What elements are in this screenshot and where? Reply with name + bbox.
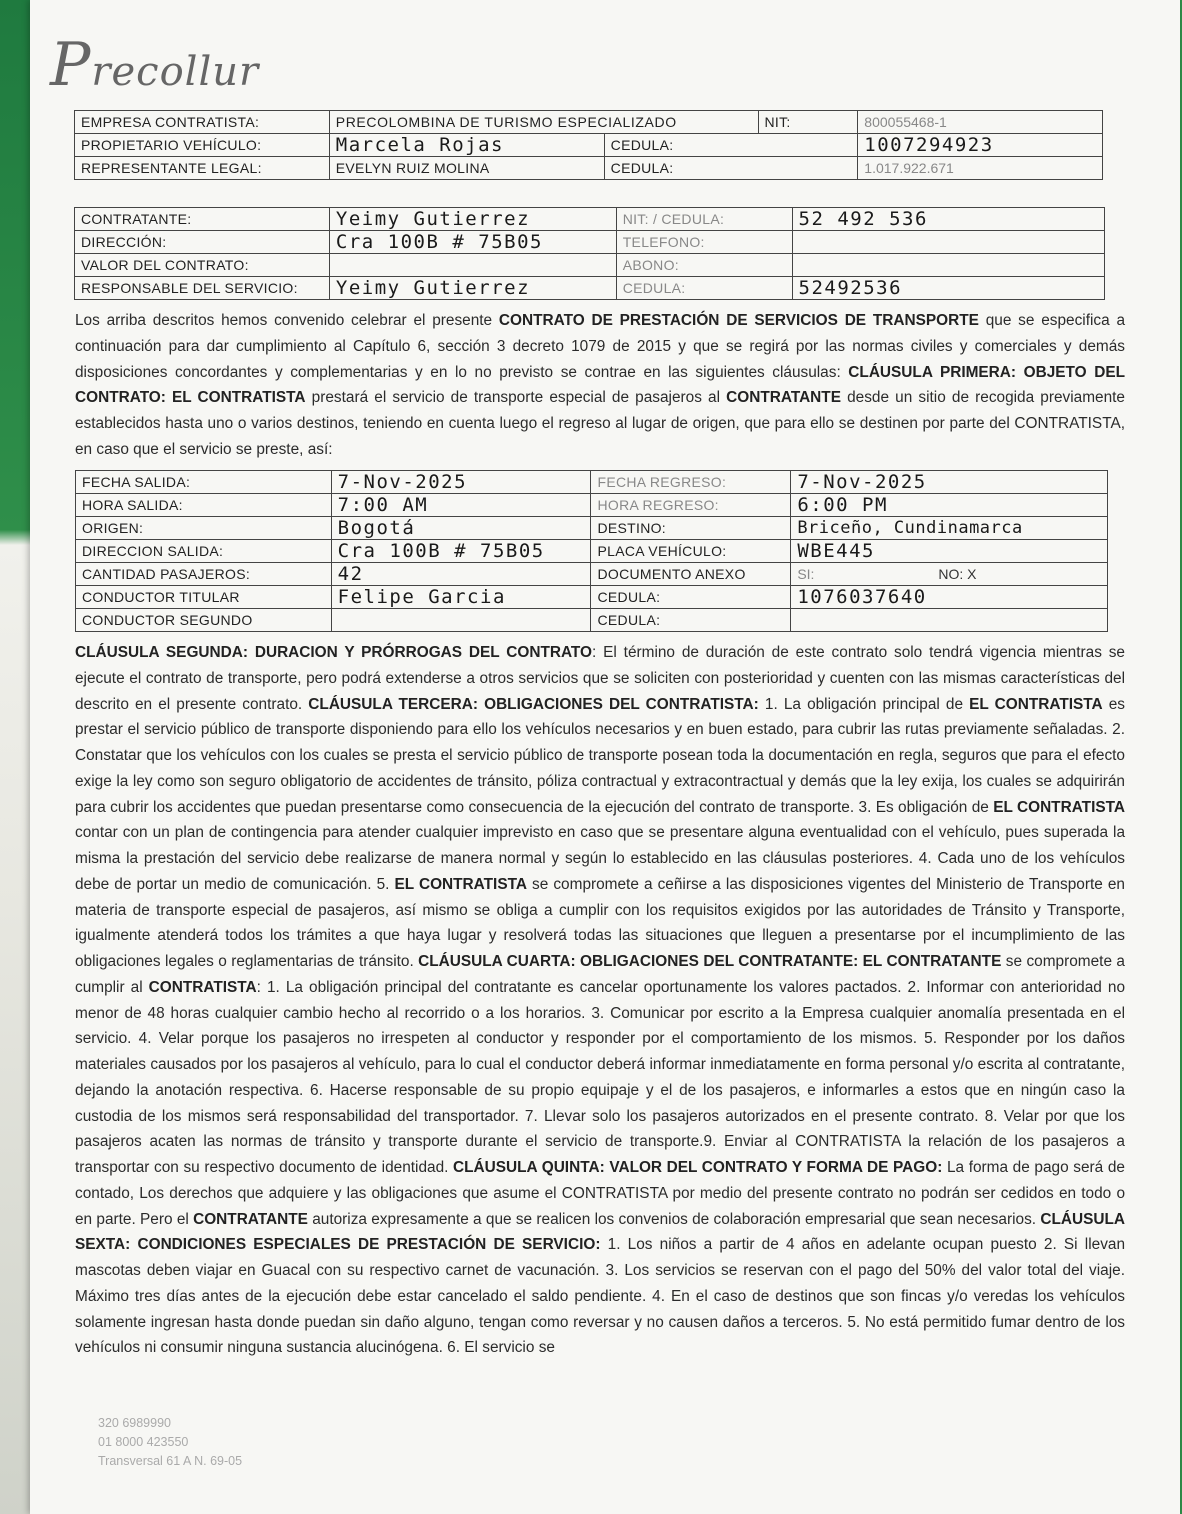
footer-contact [98, 1414, 242, 1471]
representante-cedula-label: CEDULA: [604, 157, 858, 180]
cantidad-label: CANTIDAD PASAJEROS: [76, 563, 332, 586]
propietario-value: Marcela Rojas [329, 134, 604, 157]
representante-label: REPRESENTANTE LEGAL: [75, 157, 330, 180]
client-table [74, 207, 1105, 300]
responsable-cedula-value: 52492536 [792, 277, 1105, 300]
direccion-label: DIRECCIÓN: [75, 231, 330, 254]
direccion-salida-label: DIRECCION SALIDA: [76, 540, 332, 563]
conductor-titular-cedula-label: CEDULA: [591, 586, 791, 609]
representante-value: EVELYN RUIZ MOLINA [329, 157, 604, 180]
conductor-segundo-cedula-label: CEDULA: [591, 609, 791, 632]
conductor-titular-label: CONDUCTOR TITULAR [76, 586, 332, 609]
fecha-salida-value: 7-Nov-2025 [331, 471, 591, 494]
trip-table [75, 470, 1108, 632]
hora-regreso-value: 6:00 PM [791, 494, 1108, 517]
abono-value [792, 254, 1105, 277]
direccion-salida-value: Cra 100B # 75B05 [331, 540, 591, 563]
origen-value: Bogotá [331, 517, 591, 540]
nit-cedula-value: 52 492 536 [792, 208, 1105, 231]
nit-label: NIT: [758, 111, 858, 134]
conductor-segundo-cedula-value [791, 609, 1108, 632]
propietario-cedula-value: 1007294923 [858, 134, 1103, 157]
documento-anexo-options [791, 563, 1108, 586]
company-table [74, 110, 1103, 180]
company-logo: Precollur [50, 30, 260, 100]
footer-phone: 320 6989990 [98, 1416, 171, 1430]
telefono-value [792, 231, 1105, 254]
direccion-value: Cra 100B # 75B05 [329, 231, 616, 254]
responsable-value: Yeimy Gutierrez [329, 277, 616, 300]
empresa-value: PRECOLOMBINA DE TURISMO ESPECIALIZADO [329, 111, 758, 134]
placa-label: PLACA VEHÍCULO: [591, 540, 791, 563]
valor-label: VALOR DEL CONTRATO: [75, 254, 330, 277]
conductor-segundo-value [331, 609, 591, 632]
no-option: NO: X [938, 566, 977, 582]
empresa-label: EMPRESA CONTRATISTA: [75, 111, 330, 134]
fecha-regreso-value: 7-Nov-2025 [791, 471, 1108, 494]
nit-value: 800055468-1 [858, 111, 1103, 134]
cantidad-value: 42 [331, 563, 591, 586]
hora-regreso-label: HORA REGRESO: [591, 494, 791, 517]
documento-anexo-label: DOCUMENTO ANEXO [591, 563, 791, 586]
conductor-segundo-label: CONDUCTOR SEGUNDO [76, 609, 332, 632]
responsable-label: RESPONSABLE DEL SERVICIO: [75, 277, 330, 300]
origen-label: ORIGEN: [76, 517, 332, 540]
contratante-label: CONTRATANTE: [75, 208, 330, 231]
placa-value: WBE445 [791, 540, 1108, 563]
footer-line-number: 01 8000 423550 [98, 1435, 189, 1449]
footer-address: Transversal 61 A N. 69-05 [98, 1454, 243, 1468]
telefono-label: TELEFONO: [616, 231, 792, 254]
destino-value: Briceño, Cundinamarca [791, 517, 1108, 540]
si-option: SI: [797, 566, 815, 582]
hora-salida-label: HORA SALIDA: [76, 494, 332, 517]
intro-paragraph: Los arriba descritos hemos convenido celebrar el presente CONTRATO DE PRESTACIÓN DE SERVICIOS DE TRANSPORTE que se especifica a continuación para dar cumplimiento al Capítulo 6, sección 3 decreto 1079 de 2015 y que se regirá por las normas civiles y comerciales y demás disposiciones concordantes y complementarias y en lo no previsto se contrae en las siguientes cláusulas: CLÁUSULA PRIMERA: OBJETO DEL CONTRATO: EL CONTRATISTA prestará el servicio de transporte especial de pasajeros al CONTRATANTE desde un sitio de recogida previamente establecidos hasta uno o varios destinos, teniendo en cuenta luego el regreso al lugar de origen, que para ello se destinen por parte del CONTRATISTA, en caso que el servicio se preste, así: [75, 312, 1125, 458]
propietario-cedula-label: CEDULA: [604, 134, 858, 157]
conductor-titular-cedula-value: 1076037640 [791, 586, 1108, 609]
fecha-regreso-label: FECHA REGRESO: [591, 471, 791, 494]
conductor-titular-value: Felipe Garcia [331, 586, 591, 609]
nit-cedula-label: NIT: / CEDULA: [616, 208, 792, 231]
valor-value [329, 254, 616, 277]
destino-label: DESTINO: [591, 517, 791, 540]
propietario-label: PROPIETARIO VEHÍCULO: [75, 134, 330, 157]
responsable-cedula-label: CEDULA: [616, 277, 792, 300]
abono-label: ABONO: [616, 254, 792, 277]
representante-cedula-value: 1.017.922.671 [858, 157, 1103, 180]
clauses-paragraph: CLÁUSULA SEGUNDA: DURACION Y PRÓRROGAS DEL CONTRATO: El término de duración de este contrato solo tendrá vigencia mientras se ejecute el contrato de transporte, pero podrá extenderse a otros servicios que se soliciten con posterioridad y cuenten con las mismas características del descrito en el presente contrato. CLÁUSULA TERCERA: OBLIGACIONES DEL CONTRATISTA: 1. La obligación principal de EL CONTRATISTA es prestar el servicio público de transporte disponiendo para ello los vehículos necesarios y en buen estado, para cubrir las rutas previamente señaladas. 2. Constatar que los vehículos con los cuales se presta el servicio público de transporte posean toda la documentación en regla, seguros que para el efecto exige la ley como son seguro obligatorio de accidentes de tránsito, póliza contractual y extracontractual y demás que la ley exija, los cuales se adquirirán para cubrir los accidentes que puedan presentarse como consecuencia de la ejecución del contrato de transporte. 3. Es obligación de EL CONTRATISTA contar con un plan de contingencia para atender cualquier imprevisto en caso que se presentare alguna eventualidad con el vehículo, pues superada la misma la prestación del servicio debe realizarse de manera normal y según lo establecido en las cláusulas posteriores. 4. Cada uno de los vehículos debe de portar un medio de comunicación. 5. EL CONTRATISTA se compromete a ceñirse a las disposiciones vigentes del Ministerio de Transporte en materia de transporte especial de pasajeros, así mismo se obliga a cumplir con los requisitos exigidos por las autoridades de Tránsito y Transporte, igualmente atenderá todos los trámites a que haya lugar y resolverá todas las situaciones que lleguen a presentarse por el incumplimiento de las obligaciones legales o reglamentarias de tránsito. CLÁUSULA CUARTA: OBLIGACIONES DEL CONTRATANTE: EL CONTRATANTE se compromete a cumplir al CONTRATISTA: 1. La obligación principal del contratante es cancelar oportunamente los valores pactados. 2. Informar con anterioridad no menor de 48 horas cualquier cambio hecho al recorrido o a los horarios. 3. Comunicar por escrito a la Empresa cualquier anomalía presentada en el servicio. 4. Velar porque los pasajeros no irrespeten al conductor y responder por el comportamiento de los mismos. 5. Responder por los daños materiales causados por los pasajeros al vehículo, para lo cual el conductor deberá informar inmediatamente en forma personal y/o escrita al contratante, dejando la anotación respectiva. 6. Hacerse responsable de su propio equipaje y el de los pasajeros, e informarles a estos que en ningún caso la custodia de los mismos será responsabilidad del transportador. 7. Llevar solo los pasajeros autorizados en el presente contrato. 8. Velar por que los pasajeros acaten las normas de tránsito y transporte durante el servicio de transporte.9. Enviar al CONTRATISTA la relación de los pasajeros a transportar con su respectivo documento de identidad. CLÁUSULA QUINTA: VALOR DEL CONTRATO Y FORMA DE PAGO: La forma de pago será de contado, Los derechos que adquiere y las obligaciones que asume el CONTRATISTA por medio del presente contrato no podrán ser cedidos en todo o en parte. Pero el CONTRATANTE autoriza expresamente a que se realicen los convenios de colaboración empresarial que sean necesarios. CLÁUSULA SEXTA: CONDICIONES ESPECIALES DE PRESTACIÓN DE SERVICIO: 1. Los niños a partir de 4 años en adelante ocupan puesto 2. Si llevan mascotas deben viajar en Guacal con su respectivo carnet de vacunación. 3. Los servicios se reservan con el pago del 50% del valor total del viaje. Máximo tres días antes de la ejecución debe estar cancelado el saldo pendiente. 4. En el caso de destinos que son fincas y/o veredas los vehículos solamente ingresan hasta donde puedan sin daño alguno, tengan como reversar y no causen daños a terceros. 5. No está permitido fumar dentro de los vehículos ni consumir ninguna sustancia alucinógena. 6. El servicio se [75, 644, 1126, 1357]
contratante-value: Yeimy Gutierrez [329, 208, 616, 231]
hora-salida-value: 7:00 AM [331, 494, 591, 517]
fecha-salida-label: FECHA SALIDA: [76, 471, 332, 494]
